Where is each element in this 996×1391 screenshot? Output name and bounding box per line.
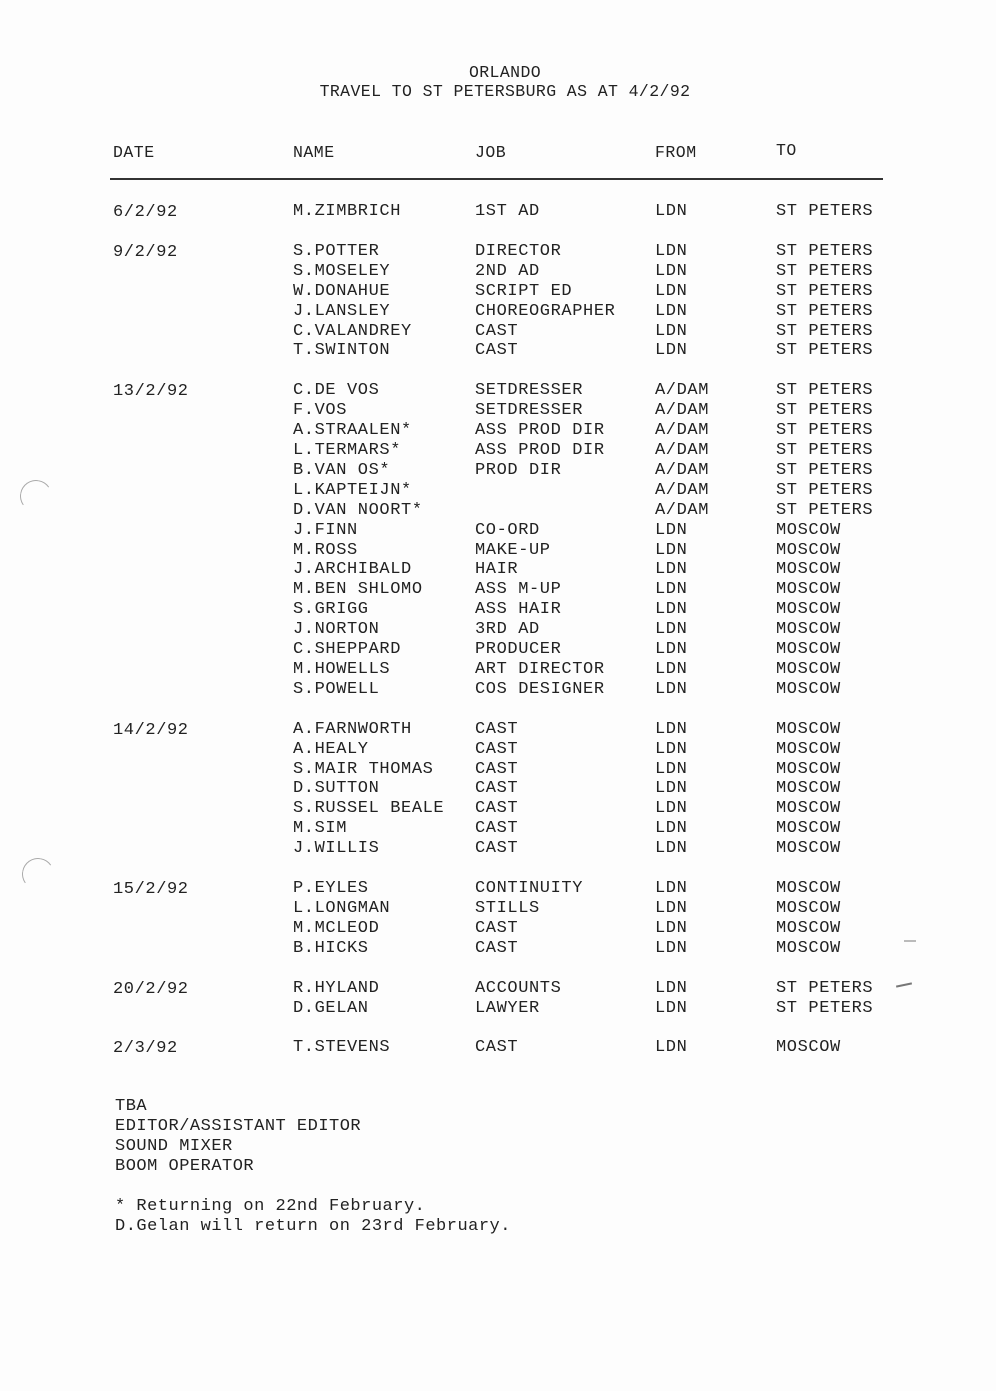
cell-name: A.STRAALEN* <box>293 421 412 441</box>
cell-job: LAWYER <box>475 998 540 1018</box>
cell-to: ST PETERS <box>776 281 874 301</box>
cell-from: LDN <box>655 261 688 281</box>
cell-name: C.SHEPPARD <box>293 640 402 659</box>
cell-job: CHOREOGRAPHER <box>475 301 616 321</box>
cell-to: MOSCOW <box>776 839 841 859</box>
cell-to: MOSCOW <box>776 879 841 898</box>
cell-from: A/DAM <box>655 401 710 421</box>
cell-name: A.FARNWORTH <box>293 719 412 739</box>
cell-to: ST PETERS <box>776 421 874 441</box>
row-date: 14/2/92 <box>113 720 189 740</box>
punch-hole-mark <box>17 477 54 514</box>
cell-to: MOSCOW <box>776 580 841 600</box>
cell-from: LDN <box>655 520 688 540</box>
cell-from: A/DAM <box>655 421 710 441</box>
cell-job: 3RD AD <box>475 620 540 640</box>
cell-from: LDN <box>655 938 688 958</box>
cell-job: CAST <box>475 759 519 779</box>
cell-to: MOSCOW <box>776 560 841 580</box>
cell-from: LDN <box>655 341 688 361</box>
cell-job: PROD DIR <box>475 460 562 480</box>
cell-from: LDN <box>655 560 688 580</box>
cell-to: MOSCOW <box>776 819 841 839</box>
column-header-from: FROM <box>655 143 697 162</box>
cell-name: S.POTTER <box>293 241 380 261</box>
column-header-job: JOB <box>475 143 507 162</box>
column-header-name: NAME <box>293 143 335 162</box>
cell-name: B.HICKS <box>293 938 369 958</box>
cell-name: J.WILLIS <box>293 839 380 859</box>
cell-job: CAST <box>475 1038 519 1058</box>
cell-name: L.TERMARS* <box>293 441 402 460</box>
cell-name: W.DONAHUE <box>293 281 391 301</box>
cell-to: ST PETERS <box>776 261 874 281</box>
cell-job: CAST <box>475 739 519 759</box>
cell-job: CAST <box>475 719 519 739</box>
cell-job: 2ND AD <box>475 261 540 281</box>
cell-name: F.VOS <box>293 401 348 421</box>
cell-from: LDN <box>655 241 688 261</box>
tba-item: EDITOR/ASSISTANT EDITOR <box>115 1117 362 1136</box>
cell-to: MOSCOW <box>776 938 841 958</box>
cell-to: MOSCOW <box>776 779 841 799</box>
row-date: 20/2/92 <box>113 979 189 999</box>
cell-job: STILLS <box>475 898 540 918</box>
footnote: D.Gelan will return on 23rd February. <box>115 1217 511 1236</box>
cell-from: LDN <box>655 600 688 620</box>
row-date: 13/2/92 <box>113 382 189 402</box>
cell-job: ASS PROD DIR <box>475 421 605 441</box>
cell-name: J.NORTON <box>293 620 380 640</box>
row-date: 2/3/92 <box>113 1039 178 1059</box>
cell-to: ST PETERS <box>776 500 874 520</box>
cell-to: MOSCOW <box>776 799 841 819</box>
document-title: ORLANDO <box>468 63 542 82</box>
cell-name: M.ZIMBRICH <box>293 202 402 221</box>
cell-from: LDN <box>655 799 688 819</box>
cell-from: LDN <box>655 918 688 938</box>
cell-from: LDN <box>655 879 688 898</box>
cell-from: LDN <box>655 540 688 560</box>
cell-name: A.HEALY <box>293 739 369 759</box>
cell-to: MOSCOW <box>776 918 841 938</box>
pen-mark <box>896 982 912 987</box>
cell-to: ST PETERS <box>776 998 874 1018</box>
cell-job: MAKE-UP <box>475 540 551 560</box>
cell-to: MOSCOW <box>776 540 841 560</box>
cell-from: LDN <box>655 839 688 859</box>
cell-job: ASS HAIR <box>475 600 562 620</box>
cell-from: A/DAM <box>655 441 710 460</box>
cell-job: CAST <box>475 341 519 361</box>
cell-job: COS DESIGNER <box>475 679 605 699</box>
cell-to: ST PETERS <box>776 401 874 421</box>
cell-from: LDN <box>655 301 688 321</box>
cell-name: M.HOWELLS <box>293 659 391 679</box>
cell-job: SCRIPT ED <box>475 281 573 301</box>
cell-from: LDN <box>655 640 688 659</box>
cell-from: LDN <box>655 659 688 679</box>
cell-job: CONTINUITY <box>475 879 584 898</box>
punch-hole-mark <box>19 855 56 892</box>
cell-to: MOSCOW <box>776 659 841 679</box>
cell-to: MOSCOW <box>776 1038 841 1058</box>
cell-job: CAST <box>475 779 519 799</box>
cell-to: ST PETERS <box>776 381 874 401</box>
cell-name: S.MAIR THOMAS <box>293 759 434 779</box>
cell-job: PRODUCER <box>475 640 562 659</box>
cell-to: ST PETERS <box>776 341 874 361</box>
cell-name: M.SIM <box>293 819 348 839</box>
cell-job: CAST <box>475 321 519 341</box>
cell-from: LDN <box>655 779 688 799</box>
cell-name: M.MCLEOD <box>293 918 380 938</box>
cell-job: 1ST AD <box>475 202 540 221</box>
cell-to: ST PETERS <box>776 301 874 321</box>
cell-to: MOSCOW <box>776 600 841 620</box>
cell-to: MOSCOW <box>776 898 841 918</box>
column-header-to: TO <box>776 141 797 160</box>
row-date: 15/2/92 <box>113 880 189 899</box>
cell-name: M.BEN SHLOMO <box>293 580 423 600</box>
cell-name: M.ROSS <box>293 540 358 560</box>
scan-speck <box>904 940 916 942</box>
cell-to: MOSCOW <box>776 719 841 739</box>
cell-to: MOSCOW <box>776 759 841 779</box>
cell-name: J.ARCHIBALD <box>293 560 412 580</box>
row-date: 9/2/92 <box>113 242 178 262</box>
cell-from: LDN <box>655 759 688 779</box>
row-date: 6/2/92 <box>113 203 178 222</box>
cell-from: LDN <box>655 321 688 341</box>
cell-job: CAST <box>475 938 519 958</box>
cell-from: LDN <box>655 620 688 640</box>
cell-to: ST PETERS <box>776 460 874 480</box>
cell-to: ST PETERS <box>776 480 874 500</box>
tba-heading: TBA <box>115 1097 148 1116</box>
cell-name: L.KAPTEIJN* <box>293 480 412 500</box>
cell-name: D.GELAN <box>293 998 369 1018</box>
cell-job: CAST <box>475 819 519 839</box>
cell-from: A/DAM <box>655 460 710 480</box>
cell-to: MOSCOW <box>776 640 841 659</box>
cell-to: MOSCOW <box>776 520 841 540</box>
cell-name: C.DE VOS <box>293 381 380 401</box>
cell-job: CAST <box>475 918 519 938</box>
footnote: * Returning on 22nd February. <box>115 1197 426 1216</box>
cell-to: ST PETERS <box>776 241 874 261</box>
cell-name: R.HYLAND <box>293 978 380 998</box>
cell-to: ST PETERS <box>776 202 874 221</box>
cell-job: ART DIRECTOR <box>475 659 605 679</box>
cell-job: ASS PROD DIR <box>475 441 605 460</box>
document-subtitle: TRAVEL TO ST PETERSBURG AS AT 4/2/92 <box>319 82 691 101</box>
cell-to: ST PETERS <box>776 441 874 460</box>
cell-name: S.MOSELEY <box>293 261 391 281</box>
cell-to: ST PETERS <box>776 321 874 341</box>
cell-job: SETDRESSER <box>475 381 584 401</box>
cell-job: DIRECTOR <box>475 241 562 261</box>
cell-name: T.STEVENS <box>293 1038 391 1058</box>
cell-name: C.VALANDREY <box>293 321 412 341</box>
cell-from: A/DAM <box>655 500 710 520</box>
cell-name: P.EYLES <box>293 879 369 898</box>
cell-from: LDN <box>655 998 688 1018</box>
cell-job: SETDRESSER <box>475 401 584 421</box>
tba-item: BOOM OPERATOR <box>115 1157 255 1176</box>
cell-from: LDN <box>655 719 688 739</box>
cell-job: CAST <box>475 839 519 859</box>
cell-name: J.LANSLEY <box>293 301 391 321</box>
cell-from: LDN <box>655 580 688 600</box>
cell-name: T.SWINTON <box>293 341 391 361</box>
cell-from: A/DAM <box>655 480 710 500</box>
header-rule <box>110 178 883 180</box>
cell-job: ACCOUNTS <box>475 978 562 998</box>
cell-name: S.GRIGG <box>293 600 369 620</box>
cell-from: LDN <box>655 1038 688 1058</box>
cell-from: LDN <box>655 202 688 221</box>
cell-from: LDN <box>655 281 688 301</box>
cell-from: LDN <box>655 739 688 759</box>
cell-from: LDN <box>655 819 688 839</box>
tba-item: SOUND MIXER <box>115 1137 233 1156</box>
cell-from: LDN <box>655 898 688 918</box>
cell-to: ST PETERS <box>776 978 874 998</box>
cell-to: MOSCOW <box>776 679 841 699</box>
column-header-date: DATE <box>113 143 155 162</box>
cell-name: J.FINN <box>293 520 358 540</box>
cell-to: MOSCOW <box>776 620 841 640</box>
cell-name: S.POWELL <box>293 679 380 699</box>
cell-from: A/DAM <box>655 381 710 401</box>
cell-job: HAIR <box>475 560 519 580</box>
cell-name: D.SUTTON <box>293 779 380 799</box>
cell-job: CO-ORD <box>475 520 540 540</box>
cell-job: ASS M-UP <box>475 580 562 600</box>
cell-from: LDN <box>655 978 688 998</box>
cell-name: S.RUSSEL BEALE <box>293 799 445 819</box>
cell-name: D.VAN NOORT* <box>293 500 423 520</box>
cell-job: CAST <box>475 799 519 819</box>
cell-name: L.LONGMAN <box>293 898 391 918</box>
cell-from: LDN <box>655 679 688 699</box>
cell-to: MOSCOW <box>776 739 841 759</box>
cell-name: B.VAN OS* <box>293 460 391 480</box>
